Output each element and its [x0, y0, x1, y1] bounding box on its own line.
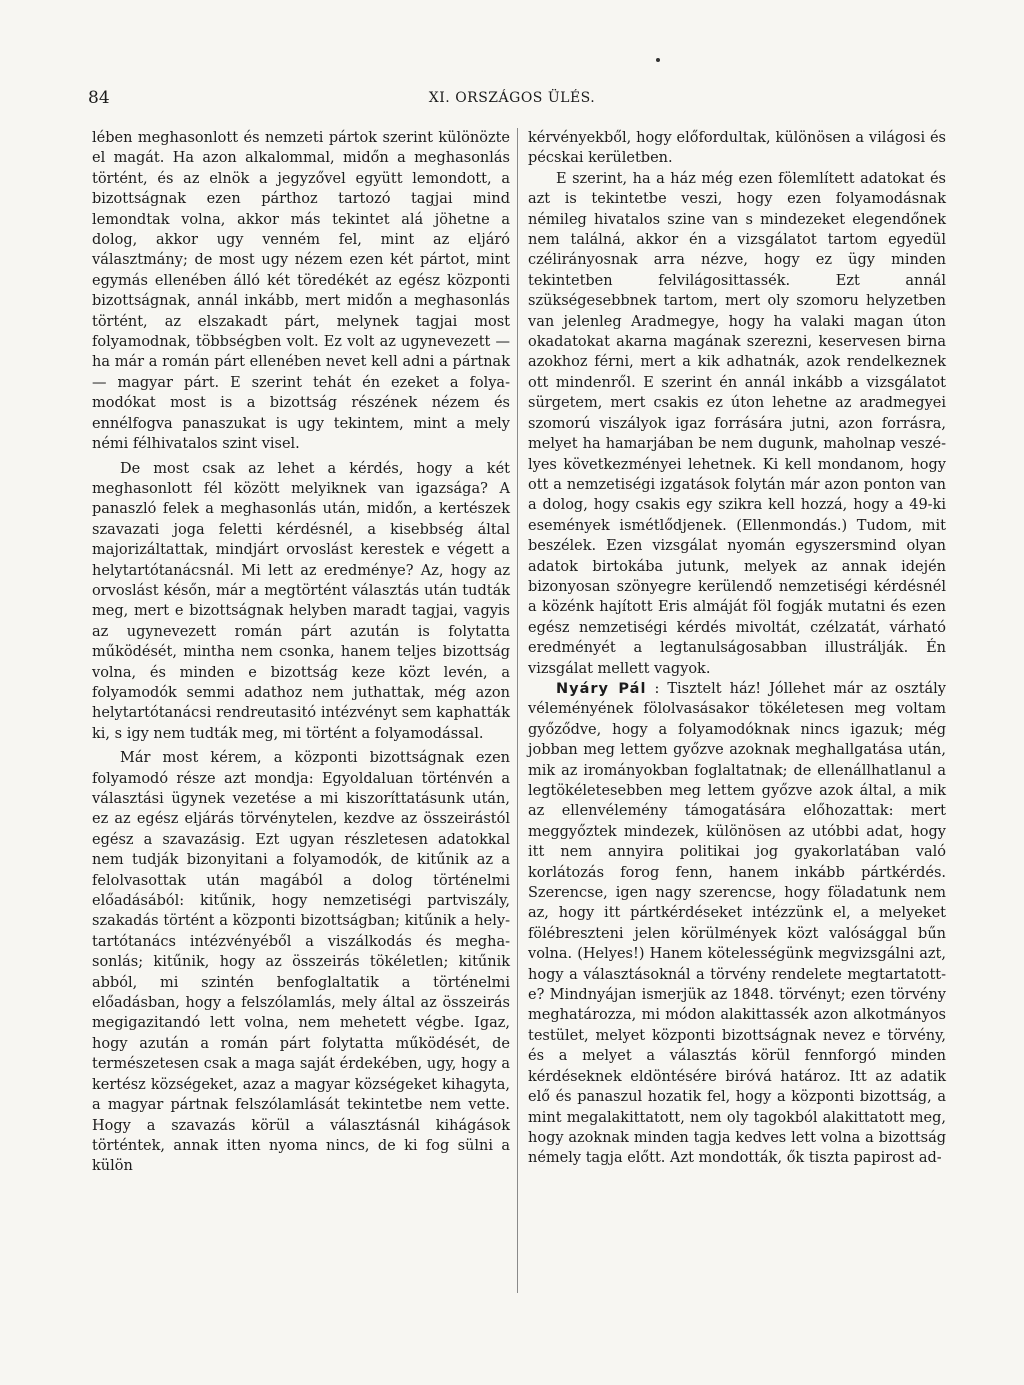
right-column	[528, 128, 946, 1169]
page-number: 84	[88, 88, 110, 108]
running-title: XI. ORSZÁGOS ÜLÉS.	[428, 90, 596, 106]
column-divider	[517, 128, 518, 1293]
paragraph: E szerint, ha a ház még ezen fölemlített adatokat és azt is tekintetbe veszi, hogy ezen folyamodásnak némileg hivatalos szine van s mindezeket elegendőnek nem találná, akkor én a vizsgálatot tartom egyedül czélirányosnak arra nézve, hogy ez ügy minden tekintetben felvilágosittassék. Ezt annál szükségesebbnek tartom, mert oly szomoru helyzetben van jelenleg Aradmegye, hogy ha valaki magan úton okadatokat akarna magának szerezni, keservesen birna azokhoz férni, mert a kik adhatnák, azok rendelkeznek ott mindenről. E szerint én annál inkább a vizsgálatot sürgetem, mert csakis ez úton lehetne az aradmegyei szomorú viszályok igaz forrására jutni, azon forrásra, melyet ha hamarjában be nem dugunk, maholnap veszélyes következményei lehetnek. Ki kell mondanom, hogy ott a nemzetiségi izgatások folytán már azon ponton van a dolog, hogy csakis egy szikra kell hozzá, hogy a 49-ki események ismétlődjenek. (Ellenmondás.) Tudom, mit beszélek. Ezen vizsgálat nyomán egyszersmind olyan adatok birtokába jutunk, melyek az annak idején bizonyosan szönyegre kerülendő nemzetiségi kérdésnél a közénk hajított Eris almáját föl fogják mutatni és ezen egész nemzetiségi kérdés mivoltát, czélzatát, várható eredményét a legtanulságosabban illustrálják. Én vizsgálat mellett vagyok.	[528, 170, 946, 677]
page-header	[0, 88, 1024, 110]
speaker-name: Nyáry Pál	[556, 680, 647, 697]
paragraph: kérvényekből, hogy előfordultak, különösen a világosi és pécskai kerületben.	[528, 130, 946, 167]
paragraph: lében meghasonlott és nemzeti pártok szerint különözte el magát. Ha azon alkalommal, midőn a meghasonlás történt, és az elnök a jegyzővel együtt lemondott, a bizottságnak ezen párthoz tartozó tagjai mind lemondtak volna, akkor más tekintet alá jöhetne a dolog, akkor ugy venném fel, mint az eljáró választmány; de most ugy nézem ezen két pártot, mint egymás ellenében álló két töredékét az egész központi bizottságnak, annál inkább, mert midőn a meghasonlás történt, az elszakadt párt, melynek tagjai most folyamodnak, többségben volt. Ez volt az ugynevezett — ha már a román párt ellenében nevet kell adni a pártnak — magyar párt. E szerint tehát én ezeket a folyamodókat most is a bizottság részének nézem és ennélfogva panaszukat is ugy tekintem, mint a mely némi félhivatalos szint visel.	[92, 130, 510, 453]
ink-speck	[656, 58, 660, 62]
speech-paragraph	[528, 679, 946, 1169]
paragraph: De most csak az lehet a kérdés, hogy a két meghasonlott fél között melyiknek van igazsága? A panaszló felek a meghasonlás után, midőn, a kertészek szavazati joga feletti kérdésnél, a kisebbség által majorizáltattak, mindjárt orvoslást kerestek e végett a helytartótanácsnál. Mi lett az eredménye? Az, hogy az orvoslást későn, már a megtörtént választás után tudták meg, mert e bizottságnak helyben maradt tagjai, vagyis az ugynevezett román párt azután is folytatta működését, mintha nem csonka, hanem teljes bizottság volna, és minden e bizottság keze közt levén, a folyamodók semmi adathoz nem juthattak, még azon helytartótanácsi rendreutasitó intézvényt sem kaphatták ki, s igy nem tudták meg, mi történt a folyamodással.	[92, 460, 510, 742]
speech-text: : Tisztelt ház! Jóllehet már az osztály véleményének fölolvasásakor tökéletesen meg voltam győződve, hogy a folyamodóknak nincs igazuk; még jobban meg lettem győzve azoknak meghallgatása után, mik az irományokban foglaltatnak; de ellenállhatlanul a legtökéletesebben meg lettem győzve azok által, a mik az ellenvélemény támogatására előhozattak: mert meggyőztek mindezek, különösen az utóbbi adat, hogy itt nem annyira politikai jog gyakorlatában való korlátozás forog fenn, hanem inkább pártkérdés. Szerencse, igen nagy szerencse, hogy föladatunk nem az, hogy itt pártkérdéseket intézzünk el, a melyeket fölébreszteni jelen körülmények közt valósággal bűn volna. (Helyes!) Hanem kötelességünk megvizsgálni azt, hogy a választásoknál a törvény rendelete megtartatott-e? Mindnyájan ismerjük az 1848. törvényt; ezen törvény meghatározza, mi módon alakittassék azon alkotmányos testület, melyet központi bizottságnak nevez e törvény, és a melyet a választás körül fennforgó minden kérdéseknek eldöntésére biróvá határoz. Itt az adatik elő és panaszul hozatik fel, hogy a központi bizottság, a mint megalakittatott, nem oly tagokból alakittatott meg, hogy azoknak minden tagja kedves lett volna a bizottság némely tagja előtt. Azt mondották, ők tiszta papirost ad-	[528, 680, 946, 1167]
paragraph: Már most kérem, a központi bizottságnak ezen folyamodó része azt mondja: Egyoldaluan történvén a választási ügynek vezetése a mi kiszoríttatásunk után, ez az egész eljárás törvénytelen, kezdve az összeirástól egész a szavazásig. Ezt ugyan részletesen adatokkal nem tudják bizonyitani a folyamodók, de kitűnik az a felolvasottak után magából a dolog történelmi előadásából: kitűnik, hogy nemzetiségi partviszály, szakadás történt a központi bizottságban; kitűnik a helytartótanács intézvényéből a viszálkodás és meghasonlás; kitűnik, hogy az összeirás tökéletlen; kitűnik abból, mi szintén benfoglaltatik a történelmi előadásban, hogy a felszólamlás, mely által az összeirás megigazitandó lett volna, nem mehetett végbe. Igaz, hogy azután a román párt folytatta működését, de természetesen csak a maga saját érdekében, ugy, hogy a kertész községeket, azaz a magyar községeket kihagyta, a magyar pártnak felszólamlását tekintetbe nem vette. Hogy a szavazás körül a választásnál kihágások történtek, annak itten nyoma nincs, de ki fog sülni a külön	[92, 750, 510, 1175]
left-column	[92, 128, 510, 1177]
